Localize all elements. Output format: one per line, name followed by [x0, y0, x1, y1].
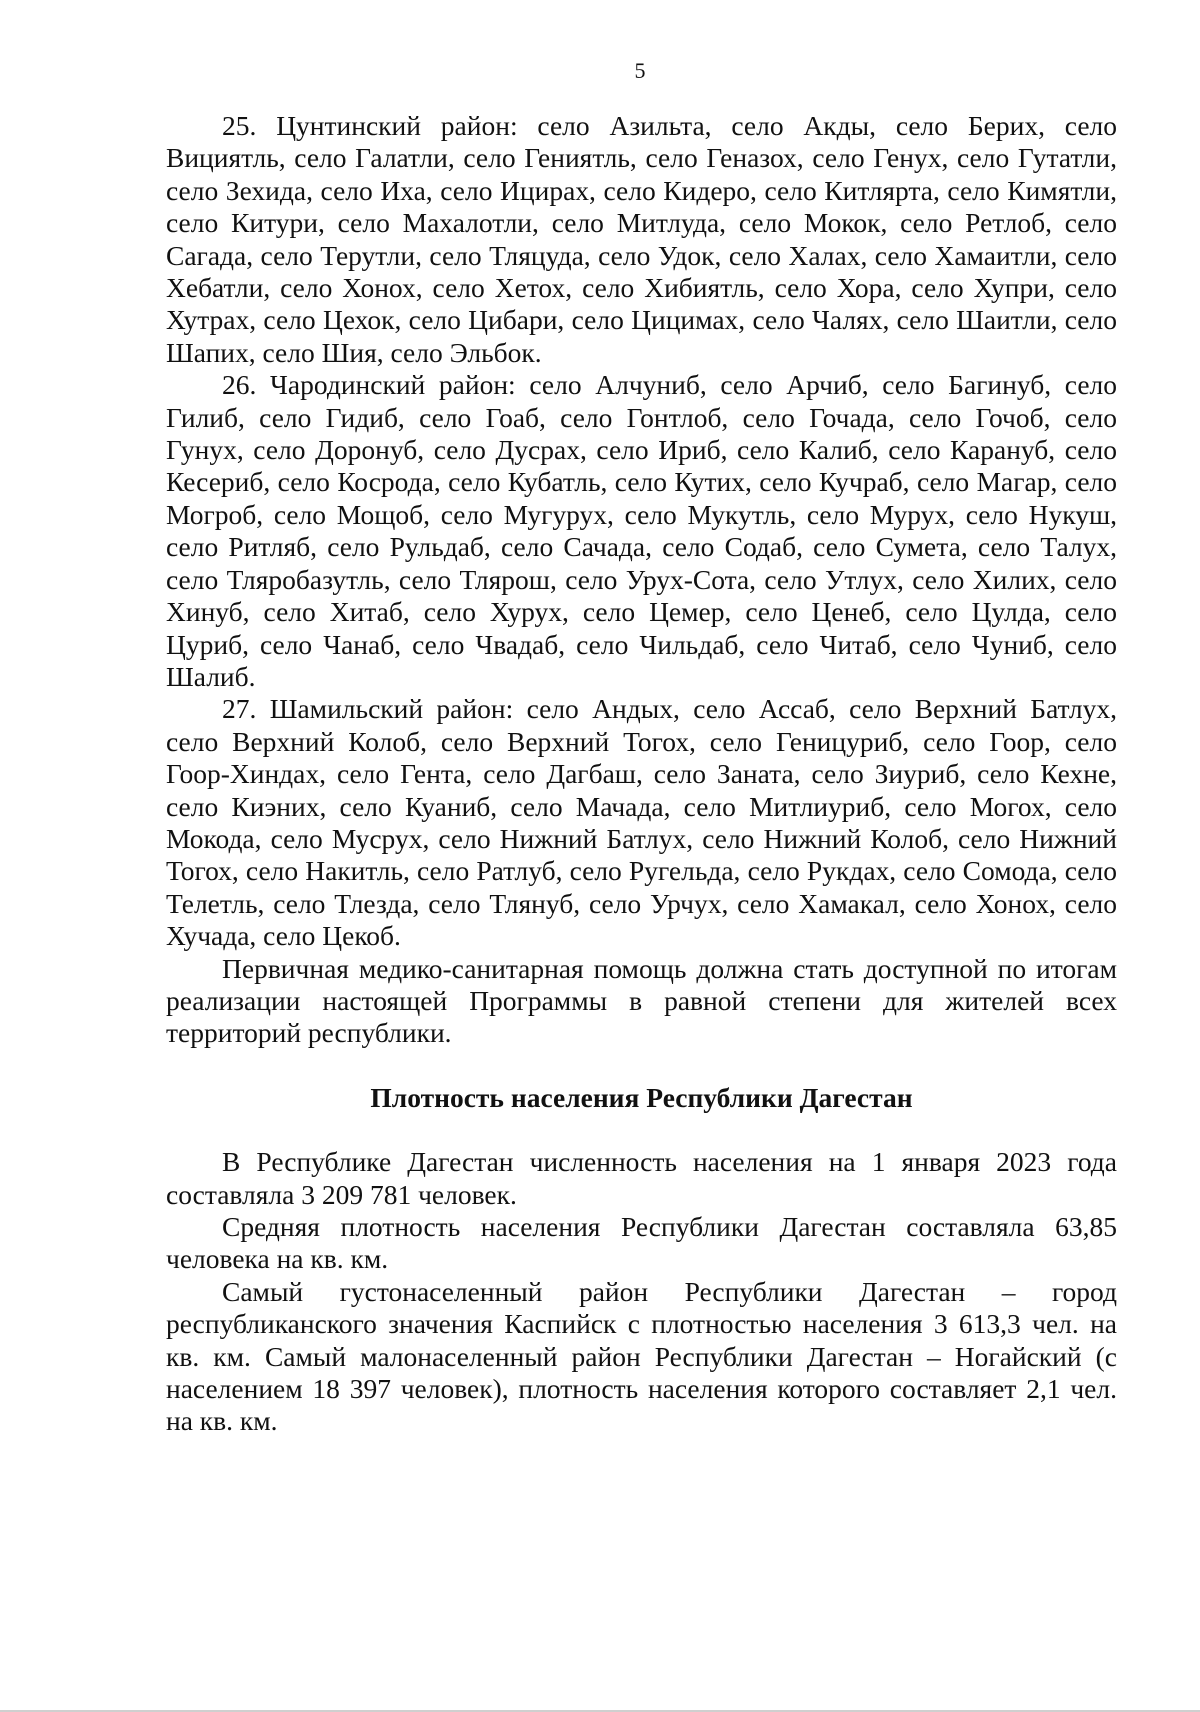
page-number: 5: [634, 58, 646, 83]
paragraph-extremes: Самый густонаселенный район Республики Дагестан – город республиканского значения Каспийск с плотностью населения 3 613,3 чел. на кв. км. Самый малонаселенный район Республики Дагестан – Ногайский (с населением 18 397 человек), плотность населения которого составляет 2,1 чел. на кв. км.: [166, 1275, 1117, 1437]
section-heading: Плотность населения Республики Дагестан: [370, 1081, 913, 1113]
document-body: [166, 110, 1117, 1438]
paragraph-shamilsky-district: 27. Шамильский район: село Андых, село Ассаб, село Верхний Батлух, село Верхний Колоб, село Верхний Тогох, село Геницуриб, село Гоор, село Гоор-Хиндах, село Гента, село Дагбаш, село Заната, село Зиуриб, село Кехне, село Киэних, село Куаниб, село Мачада, село Митлиуриб, село Могох, село Мокода, село Мусрух, село Нижний Батлух, село Нижний Колоб, село Нижний Тогох, село Накитль, село Ратлуб, село Ругельда, село Рукдах, село Сомода, село Телетль, село Тлезда, село Тлянуб, село Урчух, село Хамакал, село Хонох, село Хучада, село Цекоб.: [166, 693, 1117, 952]
paragraph-population: В Республике Дагестан численность населения на 1 января 2023 года составляла 3 209 781 человек.: [166, 1146, 1117, 1210]
paragraph-tsuntinsky-district: 25. Цунтинский район: село Азильта, село Акды, село Берих, село Вициятль, село Галатли, село Гениятль, село Геназох, село Генух, село Гутатли, село Зехида, село Иха, село Ицирах, село Кидеро, село Китлярта, село Кимятли, село Китури, село Махалотли, село Митлуда, село Мокок, село Ретлоб, село Сагада, село Терутли, село Тляцуда, село Удок, село Халах, село Хамаитли, село Хебатли, село Хонох, село Хетох, село Хибиятль, село Хора, село Хупри, село Хутрах, село Цехок, село Цибари, село Цицимах, село Чалях, село Шаитли, село Шапих, село Шия, село Эльбок.: [166, 110, 1117, 368]
paragraph-density: Средняя плотность населения Республики Дагестан составляла 63,85 человека на кв. км.: [166, 1211, 1117, 1275]
paragraph-charodinsky-district: 26. Чародинский район: село Алчуниб, село Арчиб, село Багинуб, село Гилиб, село Гидиб, село Гоаб, село Гонтлоб, село Гочада, село Гочоб, село Гунух, село Доронуб, село Дусрах, село Ириб, село Калиб, село Карануб, село Кесериб, село Косрода, село Кубатль, село Кутих, село Кучраб, село Магар, село Могроб, село Мощоб, село Мугурух, село Мукутль, село Мурух, село Нукуш, село Ритляб, село Рульдаб, село Сачада, село Содаб, село Сумета, село Талух, село Тляробазутль, село Тлярош, село Урух-Сота, село Утлух, село Хилих, село Хинуб, село Хитаб, село Хурух, село Цемер, село Ценеб, село Цулда, село Цуриб, село Чанаб, село Чвадаб, село Чильдаб, село Читаб, село Чуниб, село Шалиб.: [166, 369, 1117, 692]
paragraph-primary-care: Первичная медико-санитарная помощь должна стать доступной по итогам реализации настоящей Программы в равной степени для жителей всех территорий республики.: [166, 952, 1117, 1049]
